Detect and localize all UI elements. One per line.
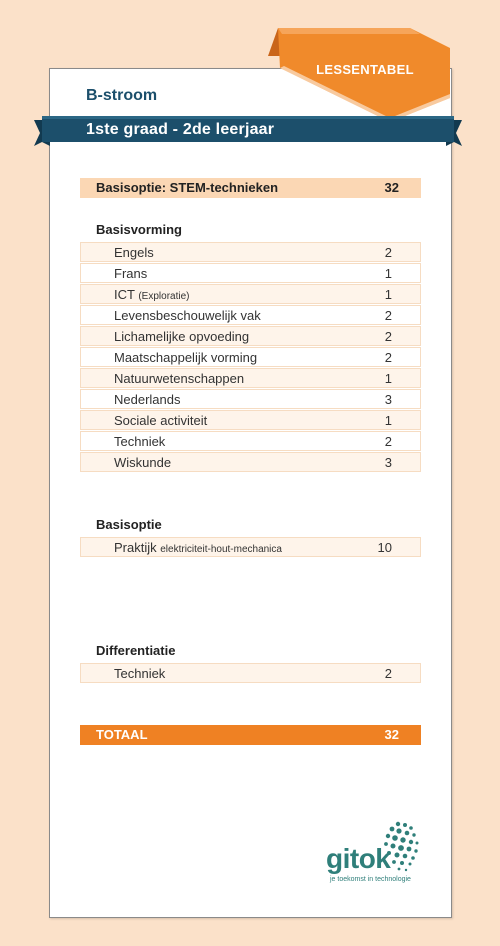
- course-hours: 1: [384, 266, 392, 281]
- course-hours: 1: [384, 413, 392, 428]
- table-row: [80, 368, 421, 388]
- table-row: [80, 347, 421, 367]
- table-row: [80, 389, 421, 409]
- course-hours: 2: [384, 350, 392, 365]
- grade-title: 1ste graad - 2de leerjaar: [86, 121, 275, 138]
- course-hours: 2: [384, 434, 392, 449]
- course-hours: 1: [384, 287, 392, 302]
- course-label: Techniek: [114, 434, 166, 449]
- table-row: [80, 431, 421, 451]
- table-row: [80, 537, 421, 557]
- course-label: Natuurwetenschappen: [114, 371, 245, 386]
- basisoptie-header-value: 32: [384, 180, 399, 195]
- table-row: [80, 284, 421, 304]
- course-label: Lichamelijke opvoeding: [114, 329, 250, 344]
- table-row: [80, 242, 421, 262]
- table-row: [80, 305, 421, 325]
- course-label: ICT (Exploratie): [114, 287, 190, 302]
- totaal-label: TOTAAL: [96, 727, 148, 742]
- course-label: Techniek: [114, 666, 166, 681]
- basisvorming-title: Basisvorming: [96, 222, 182, 237]
- course-hours: 2: [384, 245, 392, 260]
- gitok-tagline: je toekomst in technologie: [330, 876, 411, 883]
- course-label: Praktijk elektriciteit-hout-mechanica: [114, 540, 282, 555]
- stream-title: B-stroom: [86, 87, 158, 104]
- course-label: Maatschappelijk vorming: [114, 350, 258, 365]
- course-label: Engels: [114, 245, 154, 260]
- basisoptie-title: Basisoptie: [96, 517, 162, 532]
- course-hours: 10: [377, 540, 392, 555]
- gitok-logo-wordmark: gitok: [326, 843, 391, 874]
- table-row: [80, 263, 421, 283]
- table-row: [80, 326, 421, 346]
- table-row: [80, 663, 421, 683]
- basisoptie-header-row: [80, 178, 421, 198]
- differentiatie-title: Differentiatie: [96, 643, 176, 658]
- table-row: [80, 410, 421, 430]
- course-label: Sociale activiteit: [114, 413, 208, 428]
- course-label: Nederlands: [114, 392, 181, 407]
- totaal-row: [80, 725, 421, 745]
- course-hours: 3: [384, 455, 392, 470]
- course-label: Wiskunde: [114, 455, 172, 470]
- basisoptie-header-label: Basisoptie: STEM-technieken: [96, 180, 279, 195]
- course-hours: 3: [384, 392, 392, 407]
- course-hours: 1: [384, 371, 392, 386]
- course-hours: 2: [384, 666, 392, 681]
- totaal-value: 32: [384, 727, 399, 742]
- lessentabel-label: LESSENTABEL: [316, 62, 414, 77]
- course-label: Frans: [114, 266, 148, 281]
- course-hours: 2: [384, 329, 392, 344]
- course-hours: 2: [384, 308, 392, 323]
- table-row: [80, 452, 421, 472]
- course-label: Levensbeschouwelijk vak: [114, 308, 261, 323]
